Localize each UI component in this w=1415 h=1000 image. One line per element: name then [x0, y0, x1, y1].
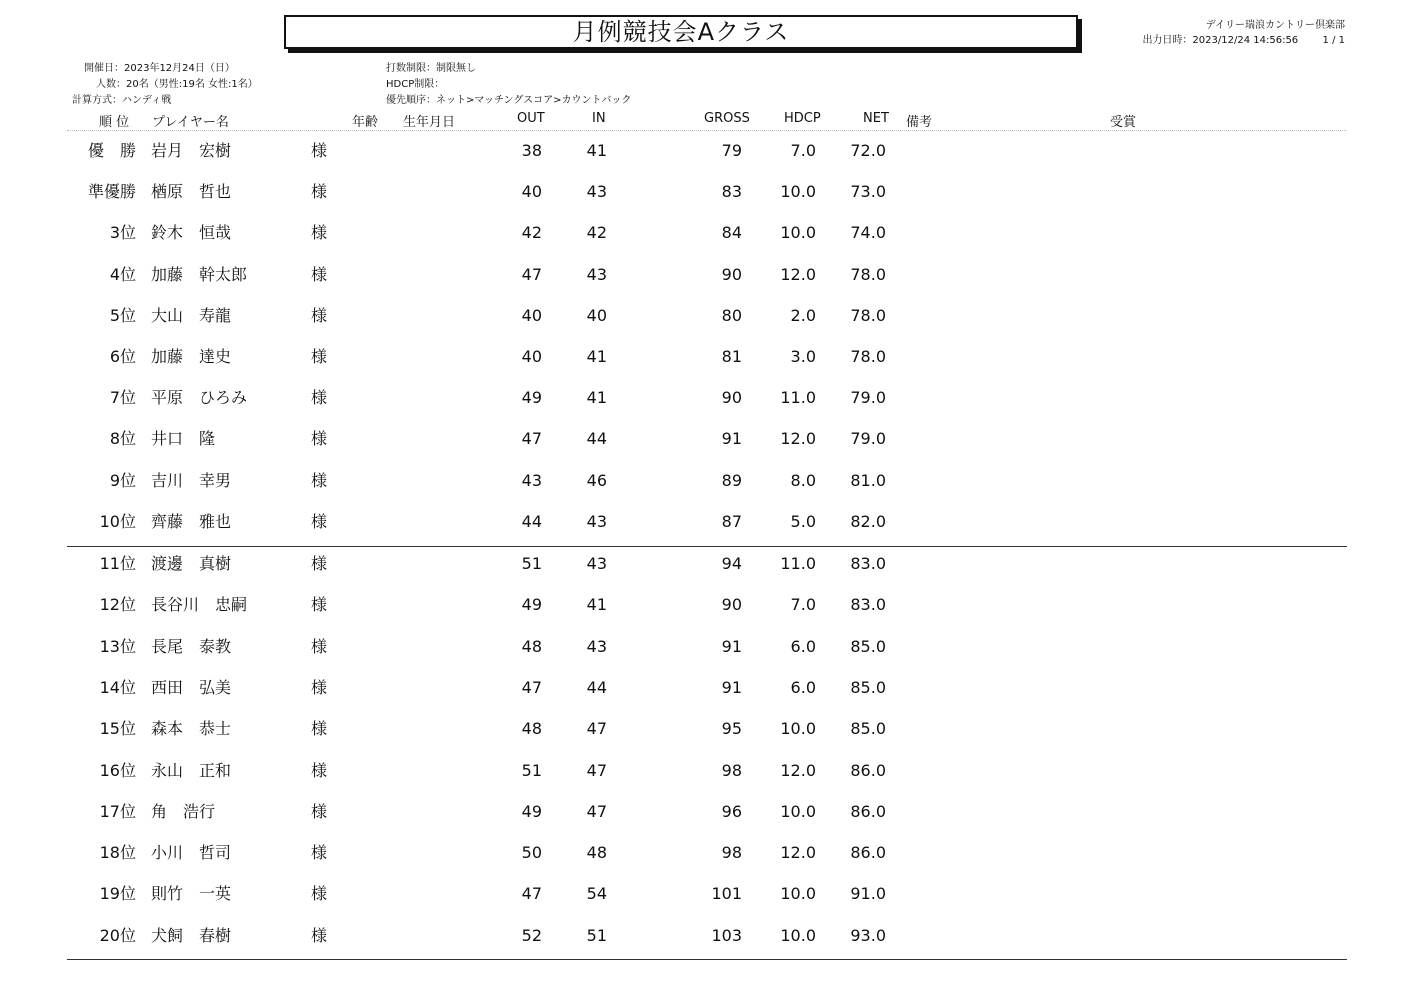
gross-score: 79	[721, 141, 742, 160]
printed-timestamp	[1142, 31, 1345, 46]
out-score: 49	[521, 595, 542, 615]
out-score: 52	[521, 925, 542, 945]
net-score: 73.0	[850, 182, 886, 202]
table-row	[0, 636, 1415, 658]
player-name: 平原 ひろみ	[151, 388, 248, 408]
col-award: 受賞	[1110, 115, 1137, 130]
col-in: IN	[592, 111, 606, 126]
in-score: 41	[586, 388, 607, 408]
gross-score: 91	[721, 677, 742, 697]
rank-cell: 11位	[99, 554, 136, 573]
out-score: 43	[521, 470, 542, 490]
player-name: 渡邊 真樹	[151, 554, 232, 573]
out-score: 50	[521, 843, 542, 863]
header-divider	[67, 130, 1347, 131]
net-score: 85.0	[850, 719, 886, 739]
out-score: 42	[521, 223, 542, 243]
table-row	[0, 470, 1415, 492]
gross-score: 87	[721, 511, 742, 531]
out-score: 40	[521, 347, 542, 366]
out-score: 47	[521, 264, 542, 284]
in-score: 47	[586, 760, 607, 780]
meta-method: 計算方式：ハンディ戦	[72, 95, 172, 106]
honorific: 様	[311, 884, 328, 904]
out-score: 51	[521, 760, 542, 780]
table-row	[0, 760, 1415, 782]
rank-cell: 20位	[99, 925, 136, 945]
out-score: 49	[521, 801, 542, 821]
hdcp-value: 10.0	[780, 801, 816, 821]
hdcp-value: 12.0	[780, 843, 816, 863]
honorific: 様	[311, 554, 328, 573]
in-score: 43	[586, 511, 607, 531]
table-row	[0, 677, 1415, 699]
in-score: 40	[586, 305, 607, 325]
table-row	[0, 553, 1415, 575]
in-score: 42	[586, 223, 607, 243]
in-score: 51	[586, 925, 607, 945]
player-name: 大山 寿龍	[151, 305, 232, 325]
hdcp-value: 8.0	[790, 470, 816, 490]
gross-score: 98	[721, 843, 742, 863]
player-name: 岩月 宏樹	[151, 141, 232, 160]
net-score: 83.0	[850, 595, 886, 615]
honorific: 様	[311, 264, 328, 284]
col-rank: 順 位	[99, 115, 130, 130]
net-score: 91.0	[850, 884, 886, 904]
in-score: 41	[586, 595, 607, 615]
table-row	[0, 264, 1415, 286]
out-score: 47	[521, 884, 542, 904]
gross-score: 103	[711, 925, 742, 945]
col-name: プレイヤー名	[152, 115, 229, 130]
net-score: 86.0	[850, 843, 886, 863]
gross-score: 98	[721, 760, 742, 780]
hdcp-value: 6.0	[790, 677, 816, 697]
rank-cell: 優 勝	[87, 141, 136, 160]
gross-score: 94	[721, 554, 742, 573]
rank-cell: 18位	[99, 843, 136, 863]
hdcp-value: 10.0	[780, 719, 816, 739]
gross-score: 90	[721, 388, 742, 408]
hdcp-value: 2.0	[790, 305, 816, 325]
page-title: 月例競技会Aクラス	[284, 15, 1078, 49]
hdcp-value: 7.0	[790, 595, 816, 615]
net-score: 83.0	[850, 554, 886, 573]
in-score: 43	[586, 554, 607, 573]
rank-cell: 19位	[99, 884, 136, 904]
in-score: 44	[586, 677, 607, 697]
table-row	[0, 181, 1415, 203]
table-row	[0, 428, 1415, 450]
net-score: 78.0	[850, 305, 886, 325]
honorific: 様	[311, 719, 328, 739]
hdcp-value: 3.0	[790, 347, 816, 366]
honorific: 様	[311, 182, 328, 202]
gross-score: 96	[721, 801, 742, 821]
player-name: 西田 弘美	[151, 677, 232, 697]
honorific: 様	[311, 636, 328, 656]
player-name: 則竹 一英	[151, 884, 232, 904]
col-gross: GROSS	[704, 111, 750, 126]
honorific: 様	[311, 511, 328, 531]
honorific: 様	[311, 760, 328, 780]
out-score: 44	[521, 511, 542, 531]
rank-cell: 16位	[99, 760, 136, 780]
player-name: 加藤 達史	[151, 347, 232, 366]
in-score: 47	[586, 801, 607, 821]
player-name: 楢原 哲也	[151, 182, 232, 202]
player-name: 犬飼 春樹	[151, 925, 232, 945]
in-score: 44	[586, 429, 607, 449]
rank-cell: 4位	[109, 264, 136, 284]
meta-date: 開催日：2023年12月24日（日）	[84, 63, 235, 74]
gross-score: 83	[721, 182, 742, 202]
col-remarks: 備考	[906, 115, 933, 130]
gross-score: 90	[721, 264, 742, 284]
gross-score: 84	[721, 223, 742, 243]
gross-score: 101	[711, 884, 742, 904]
table-row	[0, 222, 1415, 244]
gross-score: 80	[721, 305, 742, 325]
out-score: 48	[521, 719, 542, 739]
rank-cell: 12位	[99, 595, 136, 615]
net-score: 85.0	[850, 677, 886, 697]
in-score: 46	[586, 470, 607, 490]
honorific: 様	[311, 347, 328, 366]
gross-score: 81	[721, 347, 742, 366]
table-row	[0, 140, 1415, 162]
col-out: OUT	[517, 111, 545, 126]
top10-divider	[67, 546, 1347, 547]
player-name: 森本 恭士	[151, 719, 232, 739]
net-score: 74.0	[850, 223, 886, 243]
out-score: 38	[521, 141, 542, 160]
player-name: 齊藤 雅也	[151, 511, 232, 531]
honorific: 様	[311, 429, 328, 449]
hdcp-value: 5.0	[790, 511, 816, 531]
table-row	[0, 883, 1415, 905]
honorific: 様	[311, 223, 328, 243]
rank-cell: 9位	[109, 470, 136, 490]
net-score: 79.0	[850, 388, 886, 408]
player-name: 吉川 幸男	[151, 470, 232, 490]
honorific: 様	[311, 305, 328, 325]
meta-players: 人数：20名（男性:19名 女性:1名）	[96, 79, 258, 90]
table-row	[0, 925, 1415, 947]
gross-score: 89	[721, 470, 742, 490]
gross-score: 91	[721, 636, 742, 656]
hdcp-value: 7.0	[790, 141, 816, 160]
rank-cell: 13位	[99, 636, 136, 656]
net-score: 78.0	[850, 264, 886, 284]
out-score: 51	[521, 554, 542, 573]
net-score: 78.0	[850, 347, 886, 366]
player-name: 角 浩行	[151, 801, 216, 821]
net-score: 82.0	[850, 511, 886, 531]
table-row	[0, 387, 1415, 409]
page-indicator: 1 / 1	[1322, 35, 1345, 46]
out-score: 47	[521, 429, 542, 449]
hdcp-value: 10.0	[780, 182, 816, 202]
hdcp-value: 12.0	[780, 429, 816, 449]
out-score: 49	[521, 388, 542, 408]
in-score: 43	[586, 636, 607, 656]
hdcp-value: 11.0	[780, 554, 816, 573]
honorific: 様	[311, 388, 328, 408]
table-row	[0, 842, 1415, 864]
printed-at: 出力日時：2023/12/24 14:56:56	[1142, 35, 1299, 46]
rank-cell: 5位	[109, 305, 136, 325]
net-score: 72.0	[850, 141, 886, 160]
out-score: 40	[521, 182, 542, 202]
in-score: 54	[586, 884, 607, 904]
hdcp-value: 6.0	[790, 636, 816, 656]
rank-cell: 8位	[109, 429, 136, 449]
out-score: 48	[521, 636, 542, 656]
col-hdcp: HDCP	[784, 111, 821, 126]
net-score: 85.0	[850, 636, 886, 656]
gross-score: 90	[721, 595, 742, 615]
out-score: 47	[521, 677, 542, 697]
rank-cell: 10位	[99, 511, 136, 531]
hdcp-value: 12.0	[780, 264, 816, 284]
net-score: 86.0	[850, 801, 886, 821]
rank-cell: 14位	[99, 677, 136, 697]
in-score: 41	[586, 347, 607, 366]
meta-priority: 優先順序：ネット>マッチングスコア>カウントバック	[386, 95, 632, 106]
player-name: 長谷川 忠嗣	[151, 595, 248, 615]
in-score: 47	[586, 719, 607, 739]
net-score: 93.0	[850, 925, 886, 945]
table-row	[0, 801, 1415, 823]
in-score: 43	[586, 182, 607, 202]
table-row	[0, 718, 1415, 740]
player-name: 鈴木 恒哉	[151, 223, 232, 243]
honorific: 様	[311, 595, 328, 615]
net-score: 79.0	[850, 429, 886, 449]
hdcp-value: 10.0	[780, 925, 816, 945]
table-row	[0, 346, 1415, 368]
meta-hdcp-limit: HDCP制限：	[386, 79, 445, 90]
honorific: 様	[311, 470, 328, 490]
gross-score: 91	[721, 429, 742, 449]
rank-cell: 17位	[99, 801, 136, 821]
honorific: 様	[311, 801, 328, 821]
in-score: 48	[586, 843, 607, 863]
gross-score: 95	[721, 719, 742, 739]
hdcp-value: 10.0	[780, 223, 816, 243]
out-score: 40	[521, 305, 542, 325]
net-score: 86.0	[850, 760, 886, 780]
col-net: NET	[863, 111, 889, 126]
player-name: 井口 隆	[151, 429, 216, 449]
hdcp-value: 11.0	[780, 388, 816, 408]
player-name: 小川 哲司	[151, 843, 232, 863]
player-name: 加藤 幹太郎	[151, 264, 248, 284]
net-score: 81.0	[850, 470, 886, 490]
rank-cell: 7位	[109, 388, 136, 408]
table-row	[0, 511, 1415, 533]
hdcp-value: 10.0	[780, 884, 816, 904]
col-age: 年齢	[352, 115, 379, 130]
honorific: 様	[311, 925, 328, 945]
player-name: 長尾 泰教	[151, 636, 232, 656]
player-name: 永山 正和	[151, 760, 232, 780]
rank-cell: 6位	[109, 347, 136, 366]
in-score: 43	[586, 264, 607, 284]
rank-cell: 15位	[99, 719, 136, 739]
rank-cell: 準優勝	[87, 182, 136, 202]
table-row	[0, 305, 1415, 327]
table-bottom-rule	[67, 959, 1347, 960]
col-birth: 生年月日	[403, 115, 456, 130]
meta-stroke-limit: 打数制限：制限無し	[386, 63, 476, 74]
honorific: 様	[311, 141, 328, 160]
honorific: 様	[311, 843, 328, 863]
honorific: 様	[311, 677, 328, 697]
rank-cell: 3位	[109, 223, 136, 243]
in-score: 41	[586, 141, 607, 160]
hdcp-value: 12.0	[780, 760, 816, 780]
table-row	[0, 594, 1415, 616]
organization-name: デイリー瑞浪カントリー倶楽部	[1205, 20, 1345, 31]
